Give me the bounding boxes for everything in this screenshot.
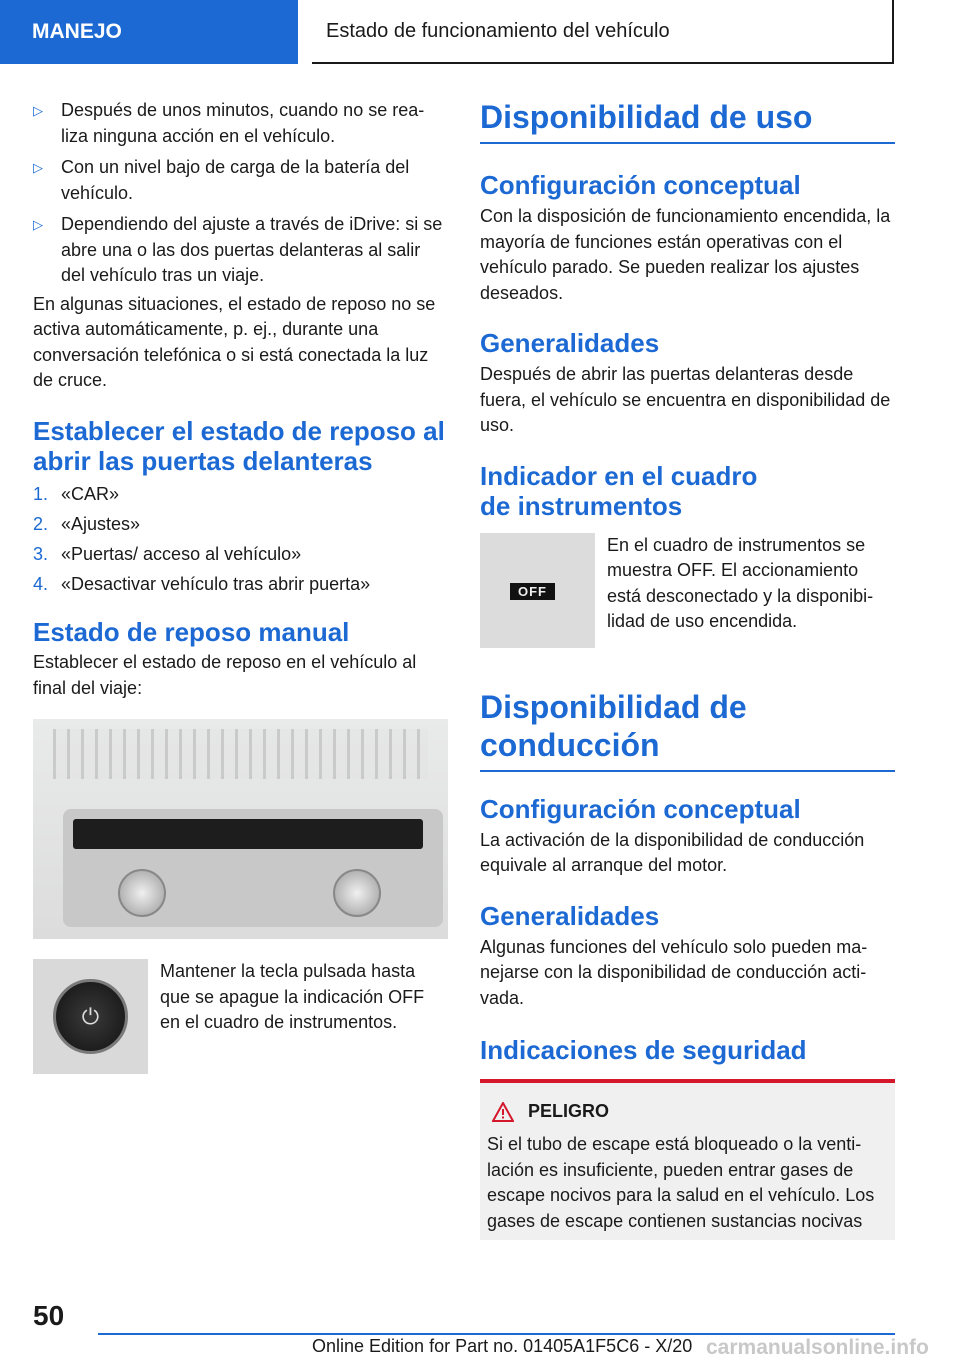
heading-reposo-manual: Estado de reposo manual xyxy=(33,617,350,647)
footer-edition: Online Edition for Part no. 01405A1F5C6 - X/20 xyxy=(312,1336,693,1356)
footer-divider xyxy=(98,1333,895,1335)
paragraph-generalidades-2: Algunas funciones del vehículo solo pueden ma‐ nejarse con la disponibilidad de conducción acti‐ vada. xyxy=(480,936,868,1008)
triangle-bullet-icon: ▷ xyxy=(33,217,43,232)
section-tab: MANEJO xyxy=(0,0,298,64)
paragraph-generalidades-1: Después de abrir las puertas delanteras desde fuera, el vehículo se encuentra en disponibilidad de uso. xyxy=(480,364,891,435)
dashboard-photo xyxy=(33,719,448,939)
warning-icon xyxy=(492,1102,514,1122)
heading-generalidades-2: Generalidades xyxy=(480,900,660,931)
step-item: 1. «CAR» xyxy=(33,483,120,504)
list-item: ▷ Dependiendo del ajuste a través de iDrive: si se abre una o las dos puertas delanteras al salir del vehículo tras un viaje. xyxy=(33,212,448,289)
list-item: ▷ Después de unos minutos, cuando no se rea‐ liza ninguna acción en el vehículo. xyxy=(33,98,448,149)
heading-disponibilidad-uso: Disponibilidad de uso xyxy=(480,98,895,144)
paragraph-manual: Establecer el estado de reposo en el vehículo al final del viaje: xyxy=(33,652,417,698)
paragraph-configuracion-1: Con la disposición de funcionamiento encendida, la mayoría de funciones están operativas con el vehículo parado. Se pueden realizar los ajustes deseados. xyxy=(480,206,891,303)
off-display-photo xyxy=(480,533,595,648)
heading-indicador: Indicador en el cuadro de instrumentos xyxy=(480,460,758,521)
heading-configuracion-1: Configuración conceptual xyxy=(480,170,801,200)
heading-seguridad: Indicaciones de seguridad xyxy=(480,1035,807,1065)
triangle-bullet-icon: ▷ xyxy=(33,103,43,118)
step-item: 4. «Desactivar vehículo tras abrir puerta» xyxy=(33,573,371,594)
watermark: carmanualsonline.info xyxy=(706,1336,929,1359)
paragraph-reposo: En algunas situaciones, el estado de reposo no se activa automáticamente, p. ej., durante una conversación telefónica o si está conectada la luz de cruce. xyxy=(33,293,436,390)
heading-reposo-puertas: Establecer el estado de reposo al abrir las puertas delanteras xyxy=(33,415,445,476)
danger-text: Si el tubo de escape está bloqueado o la venti‐ lación es insuficiente, pueden entrar gases de escape nocivos para la salud en el vehículo. Los gases de escape contienen sustancias nocivas xyxy=(487,1134,875,1231)
triangle-bullet-icon: ▷ xyxy=(33,160,43,175)
page-number: 50 xyxy=(33,1300,65,1331)
heading-disponibilidad-conduccion: Disponibilidad de conducción xyxy=(480,688,895,772)
paragraph-indicador: En el cuadro de instrumentos se muestra OFF. El accionamiento está desconectado y la disponibi‐ lidad de uso encendida. xyxy=(607,534,874,631)
step-item: 3. «Puertas/ acceso al vehículo» xyxy=(33,543,302,564)
off-indicator: OFF xyxy=(510,583,555,600)
left-column xyxy=(33,98,448,1074)
right-column xyxy=(480,98,895,1240)
image-caption: Mantener la tecla pulsada hasta que se apague la indicación OFF en el cuadro de instrumentos. xyxy=(160,961,425,1032)
step-item: 2. «Ajustes» xyxy=(33,513,141,534)
chapter-title: Estado de funcionamiento del vehículo xyxy=(312,0,894,64)
power-icon: ⏻ xyxy=(53,979,128,1054)
power-button-photo xyxy=(33,959,148,1074)
heading-configuracion-2: Configuración conceptual xyxy=(480,793,801,824)
list-item: ▷ Con un nivel bajo de carga de la batería del vehículo. xyxy=(33,155,448,206)
heading-generalidades-1: Generalidades xyxy=(480,328,660,358)
danger-title: PELIGRO xyxy=(528,1101,610,1121)
paragraph-configuracion-2: La activación de la disponibilidad de conducción equivale al arranque del motor. xyxy=(480,829,865,875)
danger-box xyxy=(480,1079,895,1240)
